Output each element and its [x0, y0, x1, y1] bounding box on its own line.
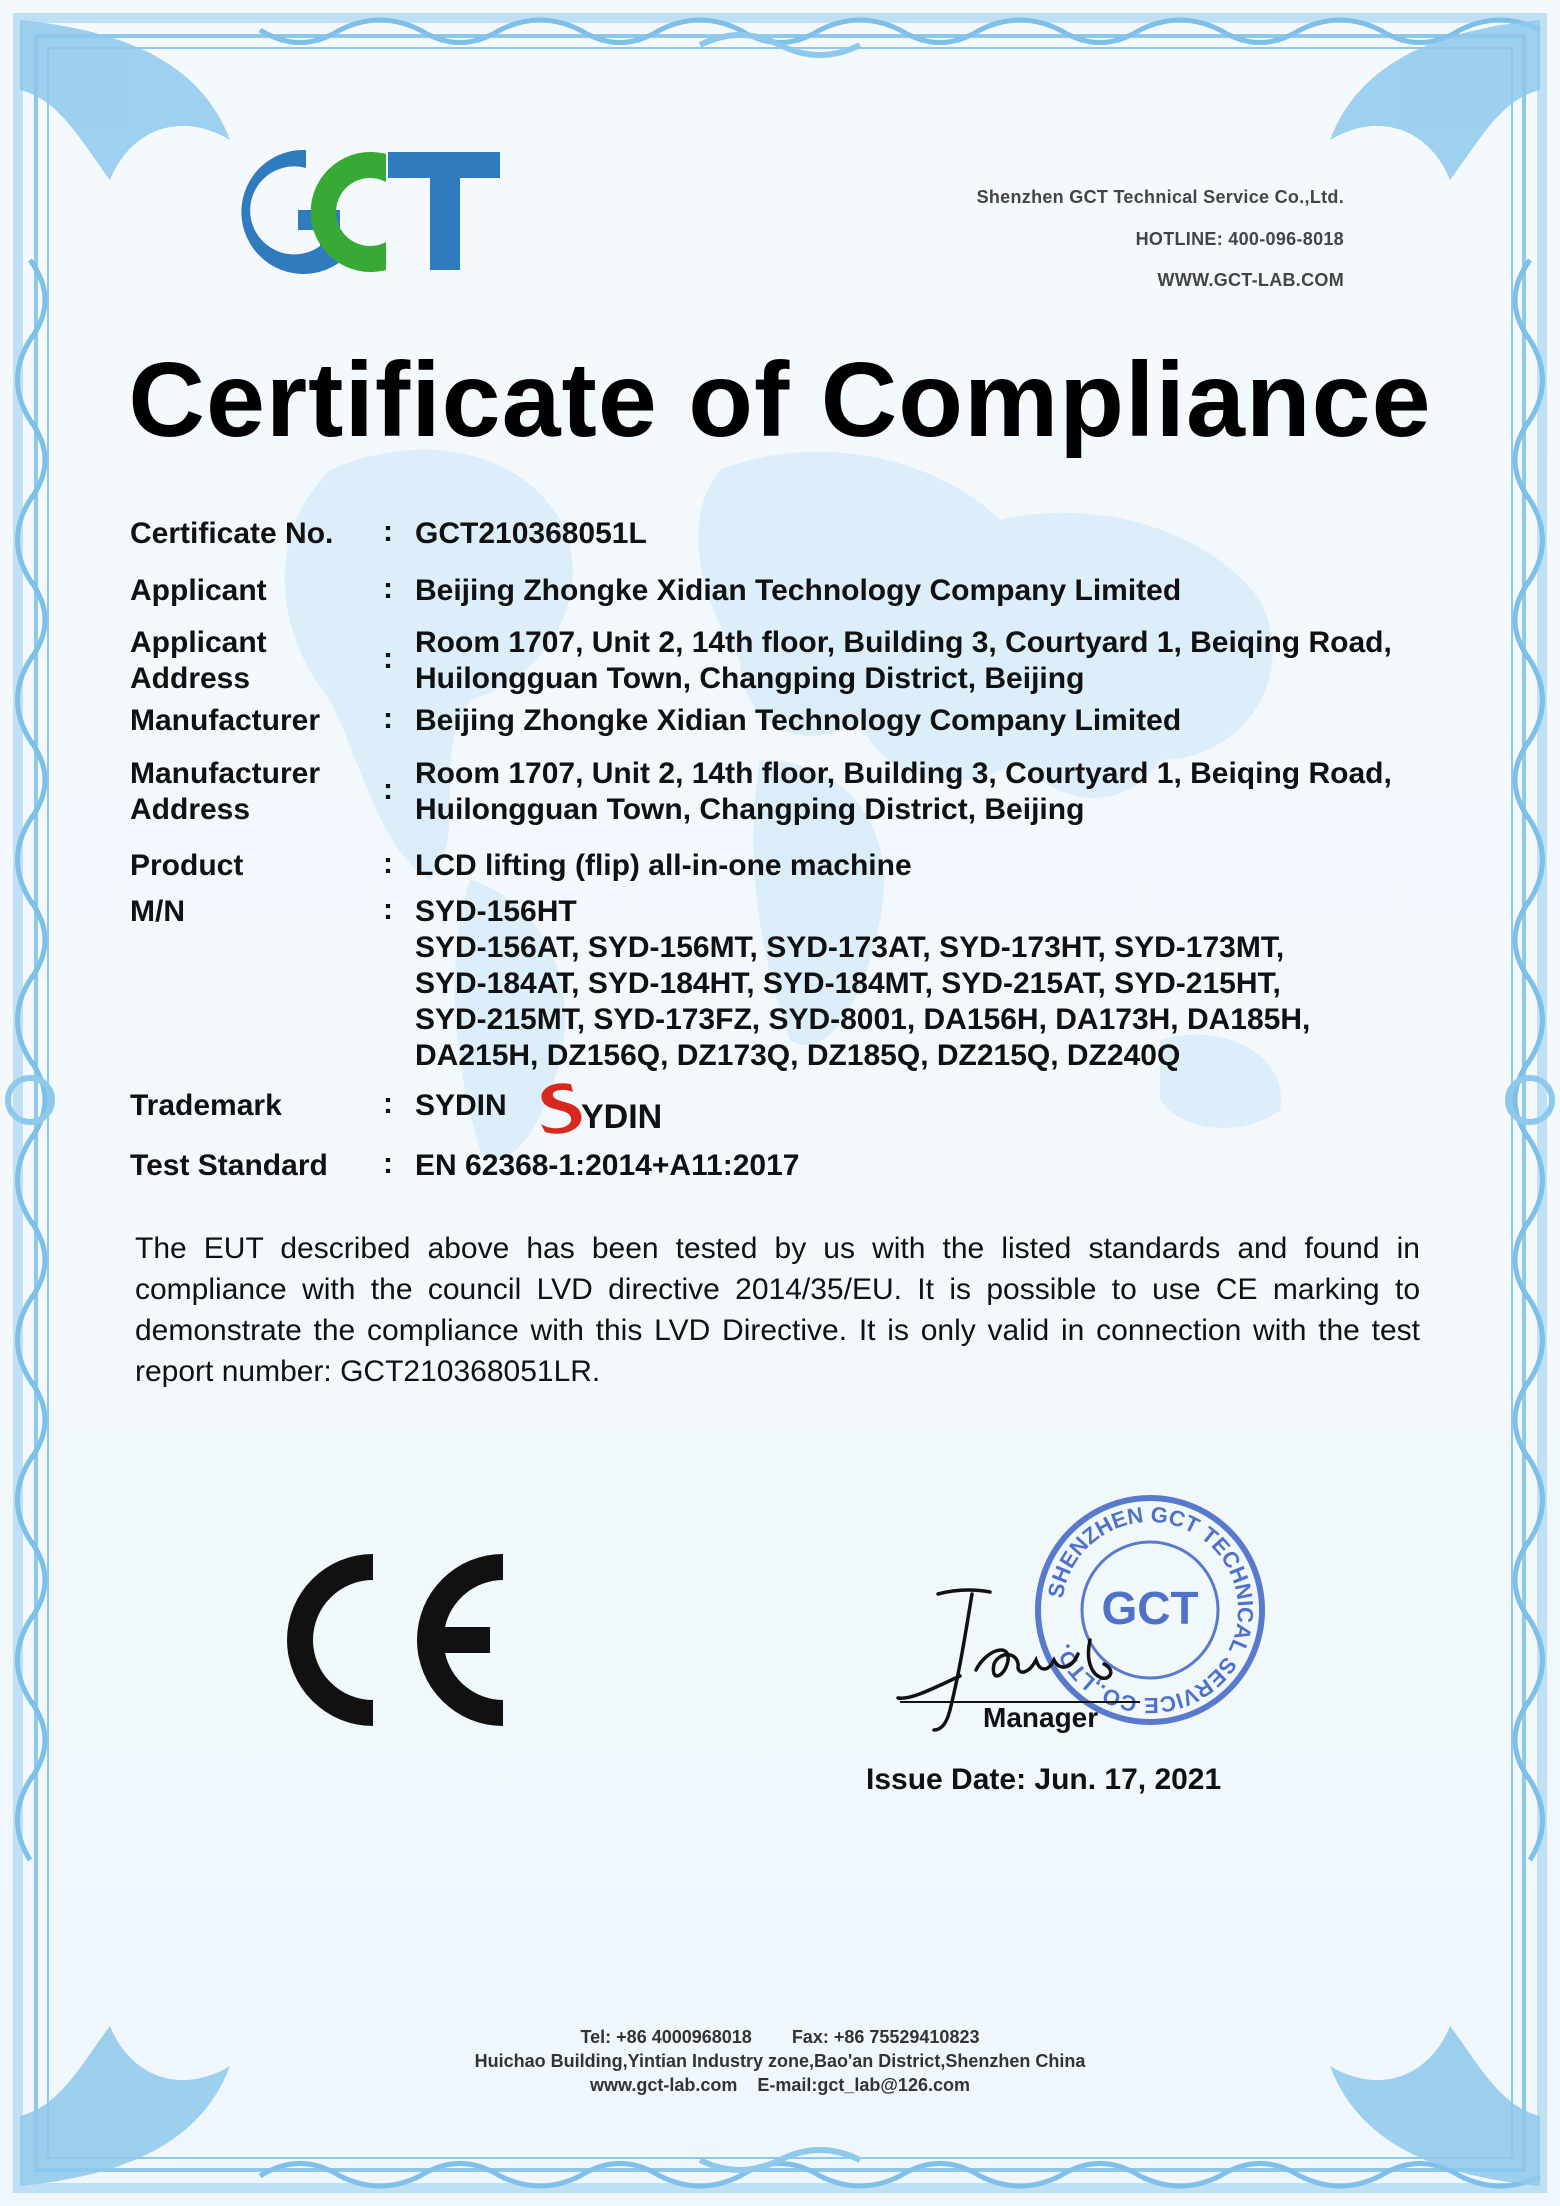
applicant-address-line-2: Huilongguan Town, Changping District, Beijing — [415, 662, 1085, 695]
sydin-logo — [535, 1078, 695, 1134]
applicant-label: Applicant — [130, 574, 267, 607]
mn-line: SYD-184AT, SYD-184HT, SYD-184MT, SYD-215AT, SYD-215HT, — [415, 967, 1281, 1000]
manufacturer-value: Beijing Zhongke Xidian Technology Company Limited — [415, 704, 1182, 737]
colon: : — [383, 847, 393, 880]
mn-line: SYD-156AT, SYD-156MT, SYD-173AT, SYD-173HT, SYD-173MT, — [415, 931, 1285, 964]
mn-line: SYD-215MT, SYD-173FZ, SYD-8001, DA156H, DA173H, DA185H, — [415, 1003, 1311, 1036]
compliance-statement: The EUT described above has been tested by us with the listed standards and found in compliance with the council LVD directive 2014/35/EU. It is possible to use CE marking to demonstrate the compliance with this LVD Directive. It is only valid in connection with the test report number: GCT210368051LR. — [135, 1232, 1420, 1388]
manufacturer-address-label-1: Manufacturer — [130, 757, 321, 790]
manufacturer-label: Manufacturer — [130, 704, 321, 737]
test-standard-value: EN 62368-1:2014+A11:2017 — [415, 1149, 800, 1182]
stamp-center-text: GCT — [1101, 1582, 1199, 1634]
stamp-ring-text: SHENZHEN GCT TECHNICAL SERVICE CO.,LTD. — [1042, 1501, 1259, 1719]
footer-contact — [330, 2025, 1230, 2097]
mn-line: SYD-156HT — [415, 895, 577, 928]
colon: : — [383, 893, 393, 926]
applicant-value: Beijing Zhongke Xidian Technology Company Limited — [415, 574, 1182, 607]
sydin-logo-text: YDIN — [581, 1098, 663, 1134]
trademark-label: Trademark — [130, 1089, 282, 1122]
colon: : — [383, 515, 393, 548]
company-name: Shenzhen GCT Technical Service Co.,Ltd. — [976, 187, 1344, 207]
colon: : — [383, 572, 393, 605]
colon: : — [383, 1147, 393, 1180]
colon: : — [383, 642, 393, 675]
ce-mark — [285, 1550, 515, 1730]
trademark-value: SYDIN — [415, 1089, 507, 1122]
mn-line: DA215H, DZ156Q, DZ173Q, DZ185Q, DZ215Q, DZ240Q — [415, 1039, 1181, 1072]
manufacturer-address-label-2: Address — [130, 793, 251, 826]
website: WWW.GCT-LAB.COM — [1157, 270, 1344, 290]
signatory-role: Manager — [983, 1702, 1099, 1733]
product-value: LCD lifting (flip) all-in-one machine — [415, 849, 912, 882]
gct-logo — [236, 142, 506, 282]
mn-label: M/N — [130, 895, 185, 928]
colon: : — [383, 1087, 393, 1120]
applicant-address-label-2: Address — [130, 662, 251, 695]
test-standard-label: Test Standard — [130, 1149, 328, 1182]
manufacturer-address-line-2: Huilongguan Town, Changping District, Beijing — [415, 793, 1085, 826]
colon: : — [383, 773, 393, 806]
applicant-address-line-1: Room 1707, Unit 2, 14th floor, Building 3, Courtyard 1, Beiqing Road, — [415, 626, 1392, 659]
certificate-no-label: Certificate No. — [130, 517, 334, 550]
certificate-no-value: GCT210368051L — [415, 517, 647, 550]
hotline: HOTLINE: 400-096-8018 — [1135, 229, 1344, 249]
footer-address: Huichao Building,Yintian Industry zone,Bao'an District,Shenzhen China — [474, 2051, 1086, 2071]
issue-date: Issue Date: Jun. 17, 2021 — [866, 1763, 1222, 1796]
certificate-title: Certificate of Compliance — [128, 341, 1432, 459]
manufacturer-address-line-1: Room 1707, Unit 2, 14th floor, Building 3, Courtyard 1, Beiqing Road, — [415, 757, 1392, 790]
footer-web-email: www.gct-lab.com E-mail:gct_lab@126.com — [590, 2075, 970, 2095]
product-label: Product — [130, 849, 244, 882]
footer-tel-fax: Tel: +86 4000968018 Fax: +86 75529410823 — [580, 2027, 980, 2047]
colon: : — [383, 702, 393, 735]
applicant-address-label-1: Applicant — [130, 626, 267, 659]
